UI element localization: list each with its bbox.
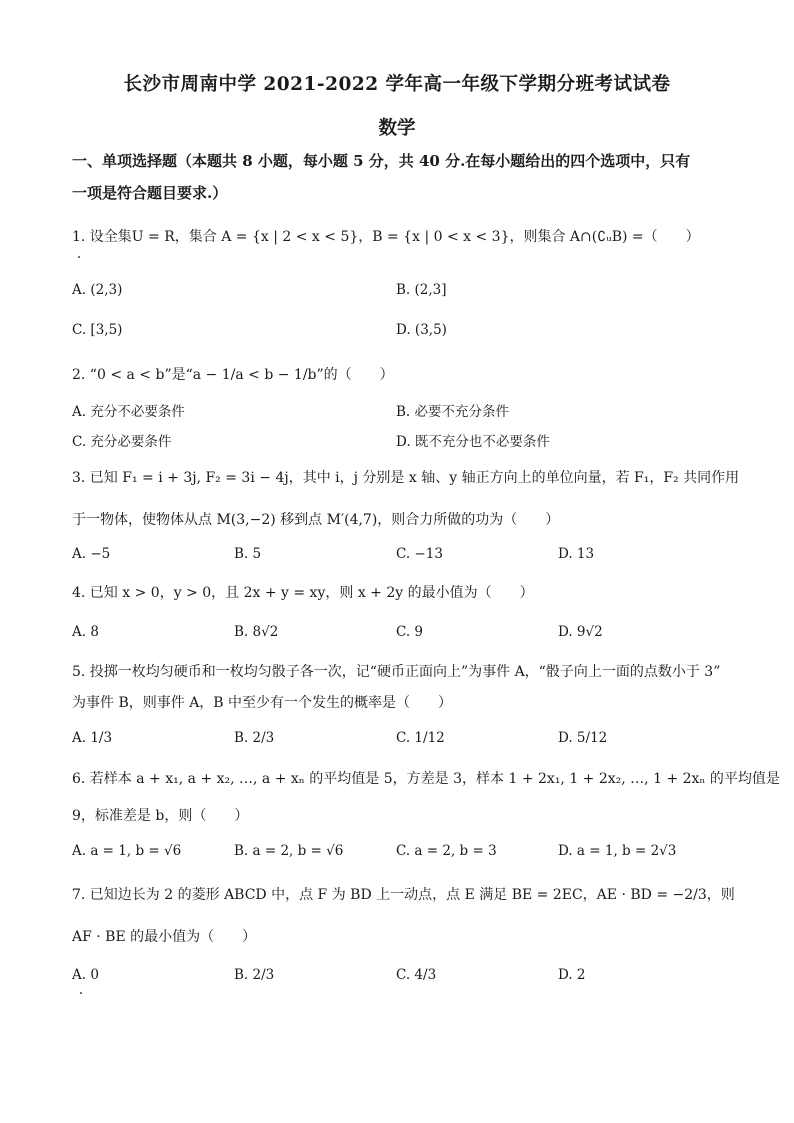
q2-option-a: A. 充分不必要条件 — [72, 404, 185, 420]
q4-option-b: B. 8√2 — [234, 624, 279, 640]
question-5-line1: 5. 投掷一枚均匀硬币和一枚均匀骰子各一次，记“硬币正面向上”为事件 A，“骰子向上一面的点数小于 3” — [72, 664, 721, 680]
q7-option-a: A. 0 — [72, 967, 99, 983]
q5-option-d: D. 5/12 — [558, 730, 608, 746]
q3-option-a: A. −5 — [72, 546, 111, 562]
q6-option-d: D. a = 1, b = 2√3 — [558, 843, 677, 859]
q1-option-b: B. (2,3] — [396, 282, 447, 298]
artifact-dot — [78, 256, 80, 258]
q4-option-a: A. 8 — [72, 624, 99, 640]
q1-option-c: C. [3,5) — [72, 322, 123, 338]
q5-option-a: A. 1/3 — [72, 730, 113, 746]
q3-option-d: D. 13 — [558, 546, 595, 562]
section-heading-line2: 一项是符合题目要求.） — [72, 184, 228, 202]
q7-option-d: D. 2 — [558, 967, 586, 983]
question-1-text: 1. 设全集U = R，集合 A = {x | 2 < x < 5}，B = {x | 0 < x < 3}，则集合 A∩(∁ᵤB) =（ ） — [72, 229, 700, 245]
q3-option-b: B. 5 — [234, 546, 262, 562]
question-5-line2: 为事件 B，则事件 A，B 中至少有一个发生的概率是（ ） — [72, 695, 453, 711]
q2-option-c: C. 充分必要条件 — [72, 434, 172, 450]
question-3-line2: 于一物体，使物体从点 M(3,−2) 移到点 M′(4,7)，则合力所做的功为（ ） — [72, 512, 560, 528]
q7-option-c: C. 4/3 — [396, 967, 437, 983]
q5-option-c: C. 1/12 — [396, 730, 445, 746]
q4-option-c: C. 9 — [396, 624, 424, 640]
question-2-text: 2. “0 < a < b”是“a − 1/a < b − 1/b”的（ ） — [72, 367, 394, 383]
q7-option-b: B. 2/3 — [234, 967, 275, 983]
q1-option-a: A. (2,3) — [72, 282, 123, 298]
subject-title: 数学 — [378, 118, 416, 139]
q4-option-d: D. 9√2 — [558, 624, 603, 640]
q6-option-a: A. a = 1, b = √6 — [72, 843, 182, 859]
artifact-dot — [80, 992, 82, 994]
section-heading-line1: 一、单项选择题（本题共 8 小题，每小题 5 分，共 40 分.在每小题给出的四个选项中，只有 — [72, 152, 691, 170]
question-7-line1: 7. 已知边长为 2 的菱形 ABCD 中，点 F 为 BD 上一动点，点 E 满足 BE = 2EC，AE · BD = −2/3，则 — [72, 887, 735, 903]
question-6-line2: 9，标准差是 b，则（ ） — [72, 808, 249, 824]
question-6-line1: 6. 若样本 a + x₁, a + x₂, …, a + xₙ 的平均值是 5，方差是 3，样本 1 + 2x₁, 1 + 2x₂, …, 1 + 2xₙ 的平均值是 — [72, 771, 780, 787]
q6-option-c: C. a = 2, b = 3 — [396, 843, 497, 859]
q1-option-d: D. (3,5) — [396, 322, 447, 338]
q2-option-b: B. 必要不充分条件 — [396, 404, 510, 420]
question-3-line1: 3. 已知 F₁ = i + 3j, F₂ = 3i − 4j，其中 i，j 分别是 x 轴、y 轴正方向上的单位向量，若 F₁，F₂ 共同作用 — [72, 470, 740, 486]
page-title: 长沙市周南中学 2021-2022 学年高一年级下学期分班考试试卷 — [123, 74, 671, 95]
q2-option-d: D. 既不充分也不必要条件 — [396, 434, 550, 450]
q5-option-b: B. 2/3 — [234, 730, 275, 746]
q3-option-c: C. −13 — [396, 546, 443, 562]
question-7-line2: AF · BE 的最小值为（ ） — [72, 929, 257, 945]
question-4-text: 4. 已知 x > 0，y > 0，且 2x + y = xy，则 x + 2y 的最小值为（ ） — [72, 585, 534, 601]
q6-option-b: B. a = 2, b = √6 — [234, 843, 344, 859]
